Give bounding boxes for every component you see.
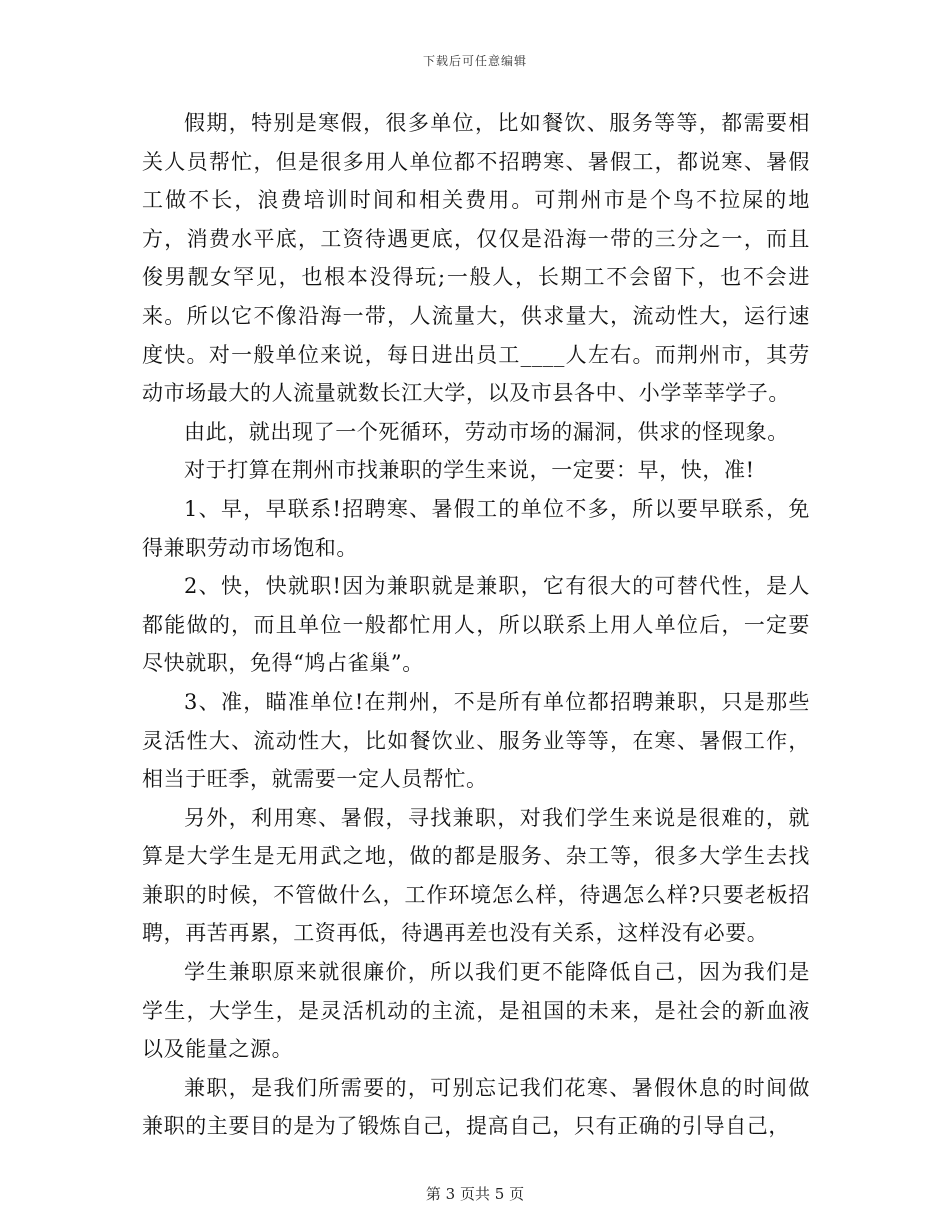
page-footer: 第 3 页共 5 页 [425,1185,525,1203]
paragraph-4: 1、早，早联系!招聘寒、暑假工的单位不多，所以要早联系，免得兼职劳动市场饱和。 [142,496,810,560]
paragraph-9: 兼职，是我们所需要的，可别忘记我们花寒、暑假休息的时间做兼职的主要目的是为了锻炼自己，提高自己，只有正确的引导自己， [142,1075,810,1139]
paragraph-8: 学生兼职原来就很廉价，所以我们更不能降低自己，因为我们是学生，大学生，是灵活机动的主流，是祖国的未来，是社会的新血液以及能量之源。 [142,960,810,1062]
paragraph-3: 对于打算在荆州市找兼职的学生来说，一定要：早，快，准! [184,458,755,483]
paragraph-2: 由此，就出现了一个死循环，劳动市场的漏洞，供求的怪现象。 [184,419,789,444]
page-header: 下载后可任意编辑 [422,54,527,68]
paragraph-5: 2、快，快就职!因为兼职就是兼职，它有很大的可替代性，是人都能做的，而且单位一般都忙用人，所以联系上用人单位后，一定要尽快就职，免得“鸠占雀巢”。 [142,574,810,676]
document-body [142,104,810,1146]
paragraph-1: 假期，特别是寒假，很多单位，比如餐饮、服务等等，都需要相关人员帮忙，但是很多用人单位都不招聘寒、暑假工，都说寒、暑假工做不长，浪费培训时间和相关费用。可荆州市是个鸟不拉屎的地方，消费水平底，工资待遇更底，仅仅是沿海一带的三分之一，而且俊男靓女罕见，也根本没得玩;一般人，长期工不会留下，也不会进来。所以它不像沿海一带，人流量大，供求量大，流动性大，运行速度快。对一般单位来说，每日进出员工____人左右。而荆州市，其劳动市场最大的人流量就数长江大学，以及市县各中、小学莘莘学子。 [142,111,810,406]
paragraph-6: 3、准，瞄准单位!在荆州，不是所有单位都招聘兼职，只是那些灵活性大、流动性大，比如餐饮业、服务业等等，在寒、暑假工作，相当于旺季，就需要一定人员帮忙。 [142,689,810,792]
paragraph-7: 另外，利用寒、暑假，寻找兼职，对我们学生来说是很难的，就算是大学生是无用武之地，做的都是服务、杂工等，很多大学生去找兼职的时候，不管做什么，工作环境怎么样，待遇怎么样?只要老板招聘，再苦再累，工资再低，待遇再差也没有关系，这样没有必要。 [142,805,810,946]
